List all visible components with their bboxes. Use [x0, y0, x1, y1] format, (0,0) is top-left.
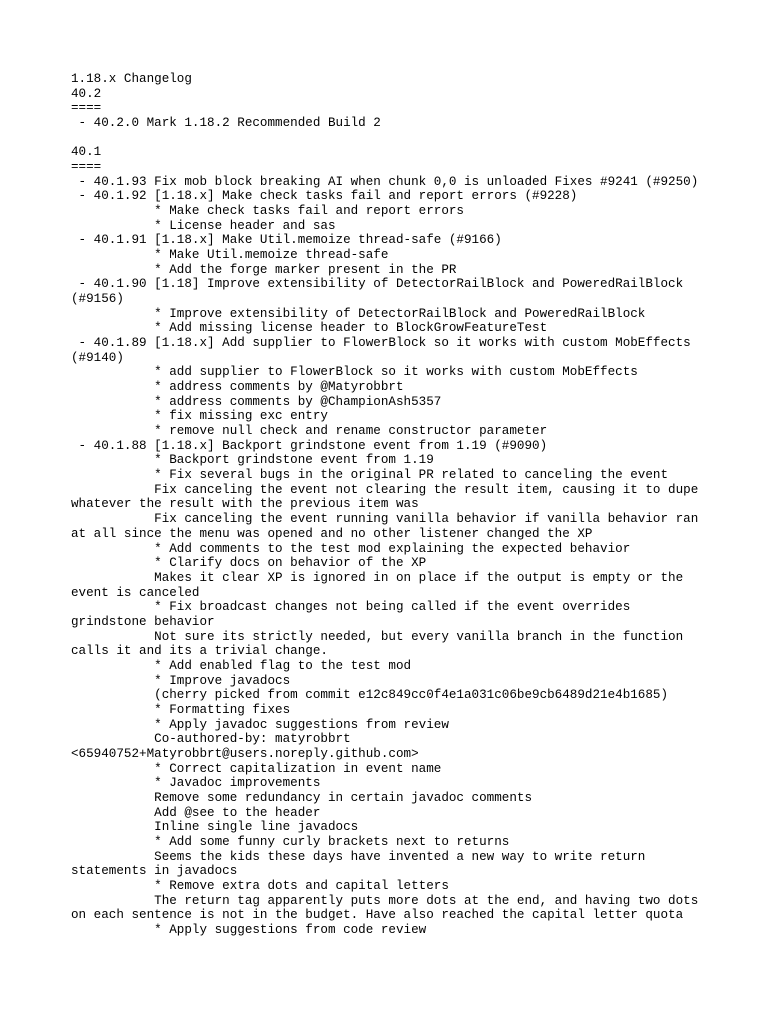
changelog-line: grindstone behavior	[71, 614, 215, 629]
changelog-line: * add supplier to FlowerBlock so it works with custom MobEffects	[71, 365, 638, 380]
changelog-line: 1.18.x Changelog	[71, 72, 192, 86]
changelog-line: Inline single line javadocs	[71, 820, 359, 835]
changelog-line: (#9156)	[71, 292, 124, 307]
changelog-line: statements in javadocs	[71, 864, 238, 879]
changelog-line: * Remove extra dots and capital letters	[71, 878, 449, 893]
changelog-line: * Add missing license header to BlockGrowFeatureTest	[71, 321, 548, 336]
changelog-line: 40.2	[71, 86, 102, 101]
changelog-line: - 40.1.91 [1.18.x] Make Util.memoize thread-safe (#9166)	[71, 233, 502, 248]
changelog-line: <65940752+Matyrobbrt@users.noreply.github.com>	[71, 746, 419, 761]
changelog-line: * Add some funny curly brackets next to returns	[71, 834, 510, 849]
changelog-line: * Add comments to the test mod explaining the expected behavior	[71, 541, 631, 556]
changelog-line: * fix missing exc entry	[71, 409, 328, 424]
changelog-line: ====	[71, 101, 102, 116]
changelog-line: whatever the result with the previous item was	[71, 497, 419, 512]
changelog-line: - 40.1.89 [1.18.x] Add supplier to FlowerBlock so it works with custom MobEffects	[71, 336, 691, 351]
changelog-line: Co-authored-by: matyrobbrt	[71, 732, 351, 747]
changelog-line: (cherry picked from commit e12c849cc0f4e1a031c06be9cb6489d21e4b1685)	[71, 688, 669, 703]
changelog-line: * Apply suggestions from code review	[71, 922, 427, 937]
changelog-line: * Javadoc improvements	[71, 776, 321, 791]
changelog-line: * Make Util.memoize thread-safe	[71, 248, 389, 263]
changelog-line: * License header and sas	[71, 218, 336, 233]
changelog-line: Remove some redundancy in certain javadoc comments	[71, 790, 533, 805]
changelog-line: * Improve extensibility of DetectorRailBlock and PoweredRailBlock	[71, 306, 646, 321]
changelog-line: - 40.1.90 [1.18] Improve extensibility of DetectorRailBlock and PoweredRailBlock	[71, 277, 684, 292]
changelog-line: * Correct capitalization in event name	[71, 761, 442, 776]
changelog-line: * Fix broadcast changes not being called if the event overrides	[71, 600, 631, 615]
changelog-line: - 40.1.88 [1.18.x] Backport grindstone event from 1.19 (#9090)	[71, 438, 548, 453]
changelog-line: * Make check tasks fail and report errors	[71, 204, 464, 219]
changelog-line: * Clarify docs on behavior of the XP	[71, 556, 427, 571]
changelog-line	[71, 131, 731, 146]
changelog-line: * remove null check and rename constructor parameter	[71, 424, 548, 439]
changelog-line: - 40.1.93 Fix mob block breaking AI when chunk 0,0 is unloaded Fixes #9241 (#9250)	[71, 174, 699, 189]
changelog-line: - 40.1.92 [1.18.x] Make check tasks fail and report errors (#9228)	[71, 189, 578, 204]
changelog-line: * address comments by @ChampionAsh5357	[71, 394, 442, 409]
changelog-line: Fix canceling the event not clearing the result item, causing it to dupe	[71, 482, 699, 497]
changelog-line: 40.1	[71, 145, 102, 160]
changelog-line: * Fix several bugs in the original PR related to canceling the event	[71, 468, 669, 483]
changelog-line: * Add enabled flag to the test mod	[71, 658, 412, 673]
changelog-line: Not sure its strictly needed, but every vanilla branch in the function	[71, 629, 684, 644]
changelog-line: calls it and its a trivial change.	[71, 644, 328, 659]
changelog-line: * Improve javadocs	[71, 673, 291, 688]
changelog-line: event is canceled	[71, 585, 200, 600]
changelog-line: at all since the menu was opened and no other listener changed the XP	[71, 526, 593, 541]
changelog-document	[71, 72, 731, 938]
changelog-line: Makes it clear XP is ignored in on place if the output is empty or the	[71, 570, 684, 585]
changelog-line: Fix canceling the event running vanilla behavior if vanilla behavior ran	[71, 512, 699, 527]
changelog-line: Add @see to the header	[71, 805, 321, 820]
changelog-line: on each sentence is not in the budget. Have also reached the capital letter quota	[71, 908, 684, 923]
changelog-line: ====	[71, 160, 102, 175]
changelog-line: (#9140)	[71, 350, 124, 365]
changelog-line: * Backport grindstone event from 1.19	[71, 453, 434, 468]
changelog-line: * Apply javadoc suggestions from review	[71, 717, 449, 732]
changelog-line: * address comments by @Matyrobbrt	[71, 380, 404, 395]
changelog-line: Seems the kids these days have invented a new way to write return	[71, 849, 646, 864]
changelog-line: The return tag apparently puts more dots at the end, and having two dots	[71, 893, 699, 908]
changelog-line: * Add the forge marker present in the PR	[71, 262, 457, 277]
changelog-line: - 40.2.0 Mark 1.18.2 Recommended Build 2	[71, 116, 381, 131]
changelog-line: * Formatting fixes	[71, 702, 291, 717]
